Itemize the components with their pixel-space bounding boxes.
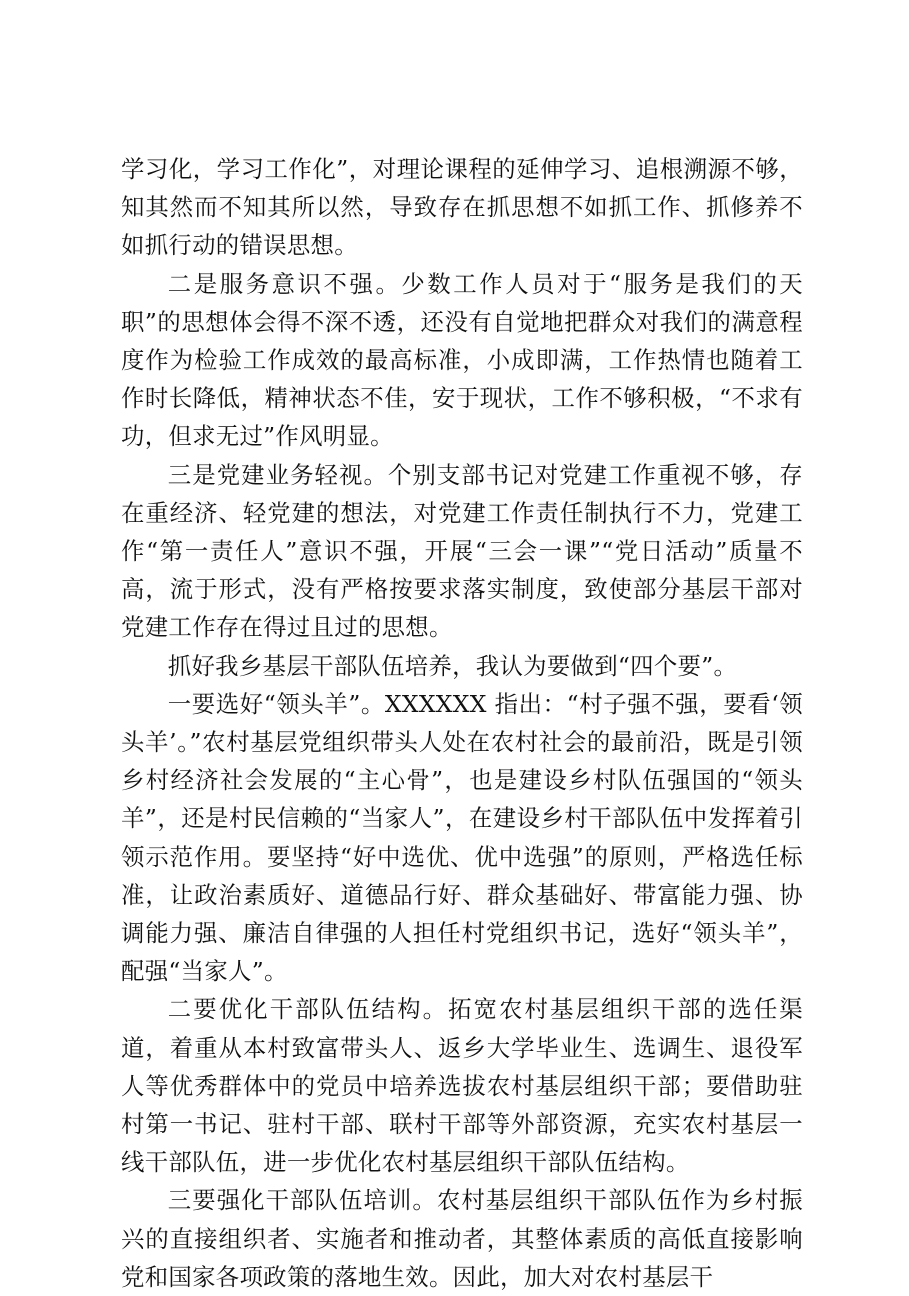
paragraph-continuation: 学习化，学习工作化”，对理论课程的延伸学习、追根溯源不够，知其然而不知其所以然，导致存在抓思想不如抓工作、抓修养不如抓行动的错误思想。 [121,155,803,260]
paragraph-party-building: 三是党建业务轻视。个别支部书记对党建工作重视不够，存在重经济、轻党建的想法，对党建工作责任制执行不力，党建工作“第一责任人”意识不强，开展“三会一课”“党日活动”质量不高，流于形式，没有严格按要求落实制度，致使部分基层干部对党建工作存在得过且过的思想。 [121,460,803,642]
paragraph-select-leaders: 一要选好“领头羊”。XXXXXX 指出：“村子强不强，要看‘领头羊’。”农村基层党组织带头人处在农村社会的最前沿，既是引领乡村经济社会发展的“主心骨”，也是建设乡村队伍强国的“领头羊”，还是村民信赖的“当家人”，在建设乡村干部队伍中发挥着引领示范作用。要坚持“好中选优、优中选强”的原则，严格选任标准，让政治素质好、道德品行好、群众基础好、带富能力强、协调能力强、廉洁自律强的人担任村党组织书记，选好“领头羊”，配强“当家人”。 [121,689,803,986]
paragraph-service-awareness: 二是服务意识不强。少数工作人员对于“服务是我们的天职”的思想体会得不深不透，还没有自觉地把群众对我们的满意程度作为检验工作成效的最高标准，小成即满，工作热情也随着工作时长降低，精神状态不佳，安于现状，工作不够积极，“不求有功，但求无过”作风明显。 [121,269,803,451]
paragraph-strengthen-training: 三要强化干部队伍培训。农村基层组织干部队伍作为乡村振兴的直接组织者、实施者和推动者，其整体素质的高低直接影响党和国家各项政策的落地生效。因此，加大对农村基层干 [121,1186,803,1291]
paragraph-optimize-structure: 二要优化干部队伍结构。拓宽农村基层组织干部的选任渠道，着重从本村致富带头人、返乡大学毕业生、选调生、退役军人等优秀群体中的党员中培养选拔农村基层组织干部；要借助驻村第一书记、驻村干部、联村干部等外部资源，充实农村基层一线干部队伍，进一步优化农村基层组织干部队伍结构。 [121,995,803,1177]
document-body [121,150,803,1296]
paragraph-four-requirements: 抓好我乡基层干部队伍培养，我认为要做到“四个要”。 [167,651,738,680]
